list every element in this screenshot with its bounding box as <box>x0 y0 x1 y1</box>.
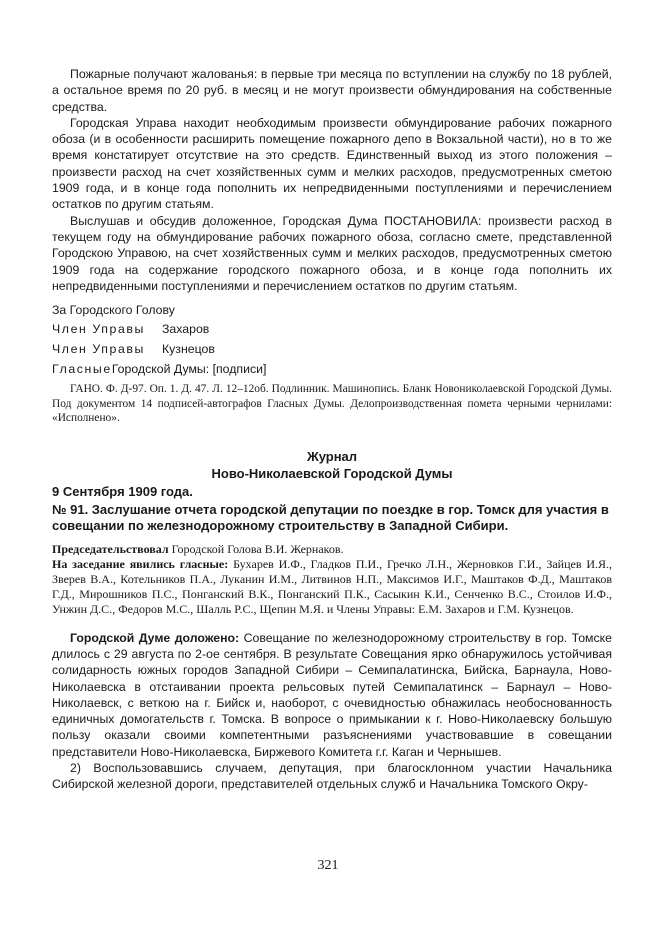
reported-text: Совещание по железнодорожному строительству в гор. Томске длилось с 29 августа по 2-ое сентября. В результате Совещания ярко обнаружилось устойчивая солидарность южных городов Западной Сибири – Семипалатинска, Бийска, Барнаула, Ново-Николаевска в отстаивании проекта рельсовых путей Семипалатинск – Барнаул – Ново-Николаевск, с веткою на г. Бийск и, наоборот, с очевидностью обнажилась необоснованность единичных домогательств г. Томска. В вопросе о примыкании к г. Ново-Николаевску большую пользу оказали своими компетентными разъяснениями участвовавшие в совещании представители Ново-Николаевска, Биржевого Комитета г.г. Каган и Чернышев. <box>52 630 612 759</box>
signature-member <box>52 341 612 358</box>
chair-text: Городской Голова В.И. Жернаков. <box>168 541 344 556</box>
paragraph-uprava-finding: Городская Управа находит необходимым произвести обмундирование рабочих пожарного обоза (и в особенности расширить помещение пожарного депо в Вокзальной части), но в то же время констатирует отсутствие на это средств. Единственный выход из этого положения – произвести расход на счет хозяйственных сумм и мелких расходов, предусмотренных сметою 1909 года, и в конце года пополнить их непредвиденными поступлениями и перечислением остатков по другим статьям. <box>52 115 612 212</box>
glasnye-rest: Городской Думы: [подписи] <box>111 362 267 377</box>
signature-name: Кузнецов <box>162 342 215 357</box>
paragraph-salary: Пожарные получают жалованья: в первые три месяца по вступлении на службу по 18 рублей, а остальное время по 20 руб. в месяц и не могут произвести обмундирования на собственные средства. <box>52 67 612 114</box>
page-number: 321 <box>317 858 339 873</box>
journal-header <box>52 448 612 534</box>
signature-name: Захаров <box>162 322 210 337</box>
signature-member <box>52 321 612 338</box>
chair-label: Председательствовал <box>52 541 169 556</box>
page-body <box>52 66 612 793</box>
journal-title: Журнал <box>306 448 358 464</box>
attendees-label: На заседание явились гласные: <box>52 556 229 571</box>
signature-glasnye <box>52 361 612 378</box>
archive-note: ГАНО. Ф. Д-97. Оп. 1. Д. 47. Л. 12–12об. Подлинник. Машинопись. Бланк Новониколаевской Городской Думы. Под документом 14 подписей-автографов Гласных Думы. Делопроизводственная помета черными чернилами: «Исполнено». <box>52 383 612 425</box>
paragraph-reported <box>52 630 612 760</box>
signature-block <box>52 302 612 378</box>
signature-role: Член Управы <box>52 342 145 357</box>
paragraph-resolution: Выслушав и обсудив доложенное, Городская Дума ПОСТАНОВИЛА: произвести расход в текущем году на обмундирование рабочих пожарного обоза, согласно смете, представленной Городскою Управою, на счет хозяйственных сумм и мелких расходов, предусмотренных сметою 1909 года на содержание городского пожарного обоза, и в конце года пополнить их непредвиденными поступлениями и перечислением остатков по другим статьям. <box>52 213 612 293</box>
journal-subtitle: Ново-Николаевской Городской Думы <box>211 466 453 482</box>
paragraph-point-2: 2) Воспользовавшись случаем, депутация, при благосклонном участии Начальника Сибирской железной дороги, представителей отдельных служб и Начальника Томского Окру- <box>52 761 612 792</box>
signature-role: Член Управы <box>52 322 145 337</box>
item-title: № 91. Заслушание отчета городской депутации по поездке в гор. Томск для участия в совещании по железнодорожному строительству в Западной Сибири. <box>52 501 609 533</box>
reported-label: Городской Думе доложено: <box>70 630 240 645</box>
attendees-list: Бухарев И.Ф., Гладков П.И., Гречко Л.Н., Жерновков Г.И., Зайцев И.Я., Зверев В.А., Котельников П.А., Луканин И.М., Литвинов Н.П., Максимов И.Г., Маштаков Ф.Д., Маштаков Г.Д., Мирошников П.С., Понганский В.К., Понганский П.К., Сасыкин К.И., Сенченко В.С., Стоилов И.Ф., Унжин Д.С., Федоров М.С., Шалль Р.С., Щепин М.Я. и Члены Управы: Е.М. Захаров и Г.М. Кузнецов. <box>52 556 612 617</box>
chair-line <box>52 542 612 557</box>
glasnye-label: Гласные <box>52 362 112 377</box>
signature-head: За Городского Голову <box>52 303 175 318</box>
journal-date: 9 Сентября 1909 года. <box>52 483 193 499</box>
attendees <box>52 557 612 618</box>
